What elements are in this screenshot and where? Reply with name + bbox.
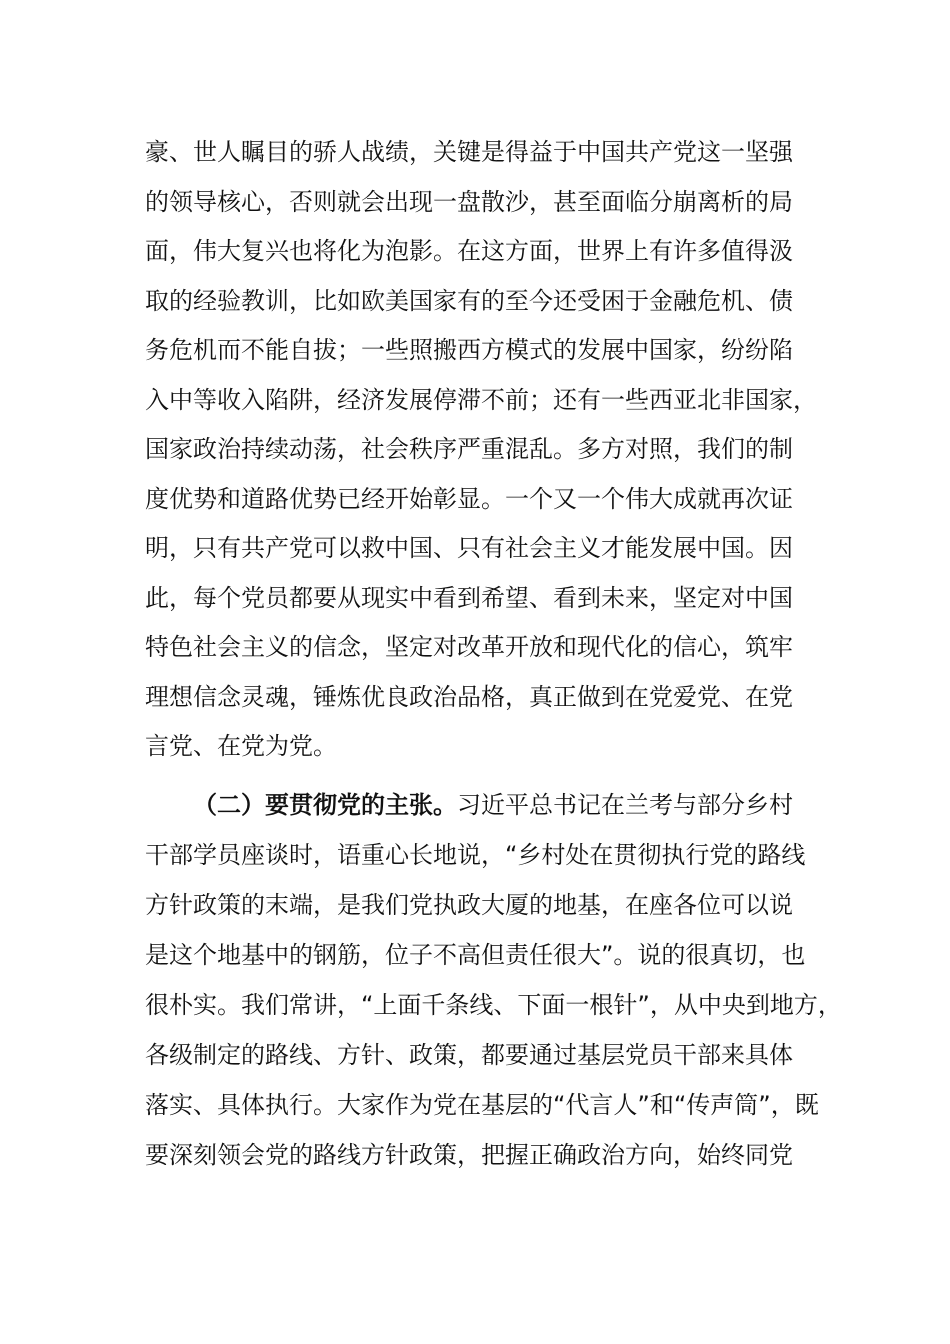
paragraph-line: 要深刻领会党的路线方针政策，把握正确政治方向，始终同党 [145,1141,793,1169]
paragraph-line: 理想信念灵魂，锤炼优良政治品格，真正做到在党爱党、在党 [145,683,793,711]
paragraph-line: 此，每个党员都要从现实中看到希望、看到未来，坚定对中国 [145,584,793,612]
paragraph-line: 豪、世人瞩目的骄人战绩，关键是得益于中国共产党这一坚强 [145,138,793,166]
paragraph-line: 各级制定的路线、方针、政策，都要通过基层党员干部来具体 [145,1041,793,1069]
paragraph-line: 特色社会主义的信念，坚定对改革开放和现代化的信心，筑牢 [145,633,793,661]
paragraph-line: 国家政治持续动荡，社会秩序严重混乱。多方对照，我们的制 [145,435,793,463]
paragraph-line: 取的经验教训，比如欧美国家有的至今还受困于金融危机、债 [145,287,793,315]
paragraph-line: 面，伟大复兴也将化为泡影。在这方面，世界上有许多值得汲 [145,237,793,265]
paragraph-line: 方针政策的末端，是我们党执政大厦的地基，在座各位可以说 [145,891,793,919]
paragraph-line: 的领导核心，否则就会出现一盘散沙，甚至面临分崩离析的局 [145,188,793,216]
paragraph-line: 落实、具体执行。大家作为党在基层的“代言人”和“传声筒”，既 [145,1091,819,1119]
section-heading-line [193,780,843,830]
paragraph-line: 明，只有共产党可以救中国、只有社会主义才能发展中国。因 [145,534,793,562]
paragraph-line: 是这个地基中的钢筋，位子不高但责任很大”。说的很真切，也 [145,941,806,969]
paragraph-line: 干部学员座谈时，语重心长地说，“乡村处在贯彻执行党的路线 [145,841,806,869]
paragraph-line: 务危机而不能自拔；一些照搬西方模式的发展中国家，纷纷陷 [145,336,793,364]
paragraph-line: 度优势和道路优势已经开始彰显。一个又一个伟大成就再次证 [145,485,793,513]
section-heading-continuation: 习近平总书记在兰考与部分乡村 [457,791,793,819]
section-heading: （二）要贯彻党的主张。 [193,791,457,819]
paragraph-line: 很朴实。我们常讲，“上面千条线、下面一根针”，从中央到地方， [145,991,842,1019]
paragraph-line: 入中等收入陷阱，经济发展停滞不前；还有一些西亚北非国家， [145,386,817,414]
paragraph-line: 言党、在党为党。 [145,732,337,760]
